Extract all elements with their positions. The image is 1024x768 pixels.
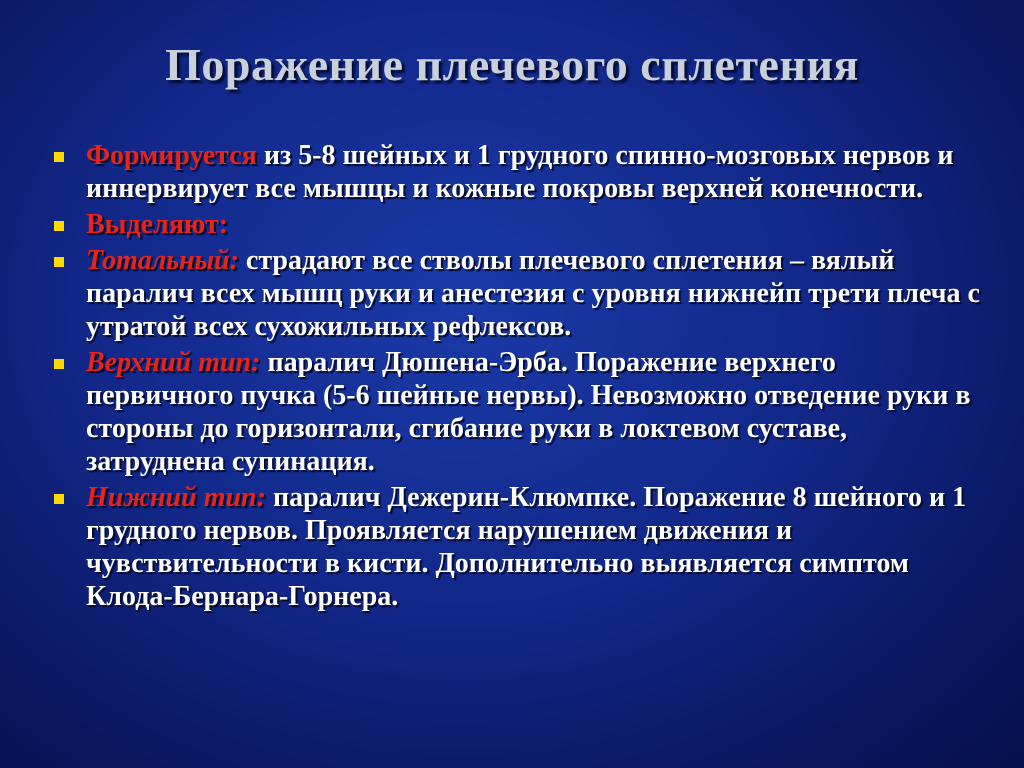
bullet-text: из 5-8 шейных и 1 грудного спинно-мозговых нервов и иннервирует все мышцы и кожные покровы верхней конечности. xyxy=(86,140,954,204)
bullet-formation xyxy=(48,139,983,205)
slide-title: Поражение плечевого сплетения xyxy=(165,39,859,90)
bullet-text: паралич Дежерин-Клюмпке. Поражение 8 шейного и 1 грудного нервов. Проявляется нарушением движения и чувствительности в кисти. Дополнительно выявляется симптом Клода-Бернара-Горнера. xyxy=(86,482,967,612)
square-bullet-icon xyxy=(54,221,64,231)
bullet-highlight: Формируется xyxy=(86,140,257,171)
bullet-text: страдают все стволы плечевого сплетения – вялый паралич всех мышц руки и анестезия с уровня нижнейп трети плеча с утратой всех сухожильных рефлексов. xyxy=(86,245,980,342)
bullet-total-type xyxy=(48,244,983,343)
bullet-highlight: Тотальный: xyxy=(86,245,239,276)
square-bullet-icon xyxy=(54,359,64,369)
square-bullet-icon xyxy=(54,152,64,162)
bullet-highlight: Выделяют: xyxy=(86,209,229,240)
bullet-highlight: Верхний тип: xyxy=(86,347,261,378)
bullet-lower-type xyxy=(48,481,983,613)
bullet-list xyxy=(48,139,983,616)
bullet-highlight: Нижний тип: xyxy=(86,482,266,513)
bullet-text: паралич Дюшена-Эрба. Поражение верхнего первичного пучка (5-6 шейные нервы). Невозможно отведение руки в стороны до горизонтали, сгибание руки в локтевом суставе, затруднена супинация. xyxy=(86,347,971,477)
square-bullet-icon xyxy=(54,494,64,504)
square-bullet-icon xyxy=(54,257,64,267)
bullet-types-heading xyxy=(48,208,983,241)
bullet-upper-type xyxy=(48,346,983,478)
